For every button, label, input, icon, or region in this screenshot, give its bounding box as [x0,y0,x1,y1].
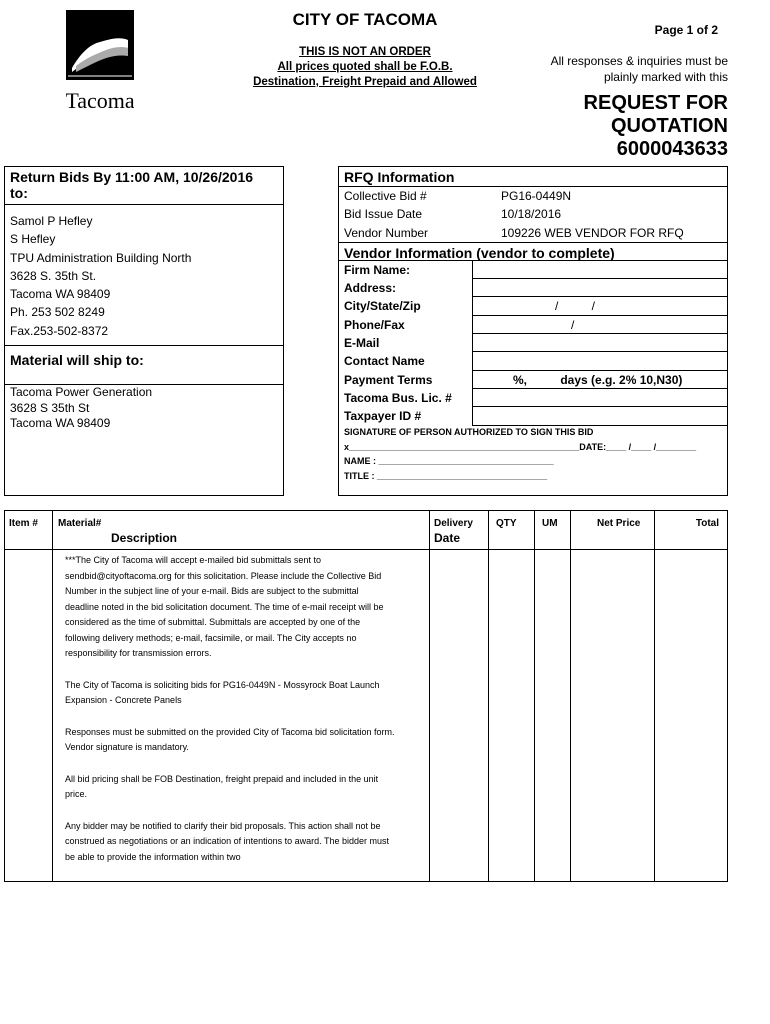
rfq-info-header: RFQ Information [344,169,455,185]
address-line: Fax.253-502-8372 [10,323,109,338]
rfq-info-value: PG16-0449N [501,189,572,203]
rfq-info-value: 10/18/2016 [501,207,562,222]
vendor-row-email [339,334,727,352]
ship-address-line: Tacoma WA 98409 [10,416,111,430]
net-price-header: Net Price [597,518,641,529]
item-header: Item # [9,518,38,529]
signature-line[interactable]: x______________________________________________DATE:____ /____ /________ [344,441,697,452]
title-line[interactable]: TITLE : __________________________________ [344,470,548,481]
vendor-label: Payment Terms [344,372,433,387]
rfq-info-value: 109226 WEB VENDOR FOR RFQ [501,225,684,240]
vendor-fields [339,261,727,426]
rfq-title-line-2: QUOTATION [610,115,728,137]
city-title: CITY OF TACOMA [292,10,438,29]
return-bids-to: to: [10,185,28,201]
payment-terms-field[interactable]: %, days (e.g. 2% 10,N30) [472,371,727,389]
description-header: Description [111,531,178,545]
description-paragraph: All bid pricing shall be FOB Destination, freight prepaid and included in the unit price. [65,773,379,799]
description-paragraph: ***The City of Tacoma will accept e-mailed bid submittals sent to sendbid@cityoftacoma.org for this solicitation. Please include the Collective Bid Number in the subject line of your e-mail. Bids are subject to the submittal deadline noted in the bid solicitation document. The time of e-mail receipt will be considered as the time of submittal. Submittals are accepted by one of the following delivery methods; e-mail, facsimile, or mail. The City accepts no responsibility for transmission errors. [65,555,384,658]
um-header: UM [542,518,558,529]
signature-heading: SIGNATURE OF PERSON AUTHORIZED TO SIGN THIS BID [344,427,594,437]
taxpayer-id-field[interactable] [472,407,727,425]
not-an-order-notice [240,45,490,90]
vendor-label: Firm Name: [344,262,411,277]
vendor-label: City/State/Zip [344,299,421,314]
return-bids-title: Return Bids By 11:00 AM, 10/26/2016 [10,169,254,185]
return-bids-header [5,167,283,205]
delivery-column [429,511,489,881]
rfq-info-row [339,224,727,242]
items-header [5,511,727,550]
date-header: Date [434,531,461,545]
vendor-row-taxpayer-id [339,407,727,425]
ship-address-line: 3628 S 35th St [10,400,90,415]
ship-to-address [10,385,152,432]
vendor-label: Taxpayer ID # [344,409,422,424]
vendor-label: E-Mail [344,336,380,351]
description-paragraph: Any bidder may be notified to clarify their bid proposals. This action shall not be construed as negotiations or an indication of intentions to award. The bidder must be able to provide the information within two [65,820,390,862]
item-column [5,511,53,881]
rfq-info-row [339,187,727,205]
address-line: Ph. 253 502 8249 [10,305,105,320]
rfq-info-row [339,205,727,223]
vendor-info-header: Vendor Information (vendor to complete) [339,242,727,261]
vendor-label: Address: [344,281,397,296]
city-state-zip-field[interactable]: / / [472,297,727,315]
notice-line-3: Destination, Freight Prepaid and Allowed [253,76,477,88]
notice-line-1: THIS IS NOT AN ORDER [299,46,431,58]
address-line: Tacoma WA 98409 [10,287,111,302]
vendor-row-firm-name [339,261,727,279]
address-line: Samol P Hefley [10,214,93,228]
name-line[interactable]: NAME : ___________________________________ [344,456,554,466]
net-price-column [570,511,655,881]
response-note-line-1: All responses & inquiries must be [550,54,728,68]
email-field[interactable] [472,334,727,352]
rfq-title-line-1: REQUEST FOR [583,92,728,114]
description-paragraph: The City of Tacoma is soliciting bids for PG16-0449N - Mossyrock Boat Launch Expansion - Concrete Panels [65,679,380,705]
vendor-label: Contact Name [344,354,425,369]
vendor-label: Phone/Fax [344,317,405,332]
rfq-info-box [338,166,728,496]
ship-address-line: Tacoma Power Generation [10,385,153,399]
rfq-title [584,92,728,161]
items-table [4,510,728,882]
vendor-row-contact-name [339,352,727,370]
total-header: Total [695,518,719,529]
rfq-info-label: Vendor Number [344,225,429,240]
ship-to-header: Material will ship to: [5,345,283,385]
rfq-info-label: Collective Bid # [344,189,427,203]
svg-text:Tacoma: Tacoma [66,88,134,113]
address-line: S Hefley [10,232,56,247]
material-header: Material# [58,518,102,529]
response-note-line-2: plainly marked with this [603,70,728,84]
address-line: 3628 S. 35th St. [10,268,97,283]
vendor-row-city-state-zip [339,297,727,315]
description-paragraph: Responses must be submitted on the provided City of Tacoma bid solicitation form. Vendor signature is mandatory. [65,726,395,752]
vendor-row-bus-lic [339,389,727,407]
return-bids-box [4,166,284,496]
delivery-header: Delivery [434,518,473,529]
page-indicator: Page 1 of 2 [654,23,718,37]
return-address [5,205,283,340]
um-column [534,511,571,881]
contact-name-field[interactable] [472,352,727,370]
bus-lic-field[interactable] [472,389,727,407]
vendor-label: Tacoma Bus. Lic. # [344,390,452,405]
response-note [508,53,728,85]
qty-header: QTY [496,518,517,529]
vendor-row-phone-fax [339,316,727,334]
vendor-row-address [339,279,727,297]
rfq-info-label: Bid Issue Date [344,207,423,222]
firm-name-field[interactable] [472,261,727,279]
phone-fax-field[interactable]: / [472,316,727,334]
item-description [65,553,395,881]
address-field[interactable] [472,279,727,297]
notice-line-2: All prices quoted shall be F.O.B. [277,61,453,73]
city-of-tacoma-logo [66,10,134,116]
qty-column [488,511,535,881]
signature-block [344,425,696,483]
address-line: TPU Administration Building North [10,250,192,265]
vendor-row-payment-terms [339,371,727,389]
rfq-number: 6000043633 [616,138,728,160]
